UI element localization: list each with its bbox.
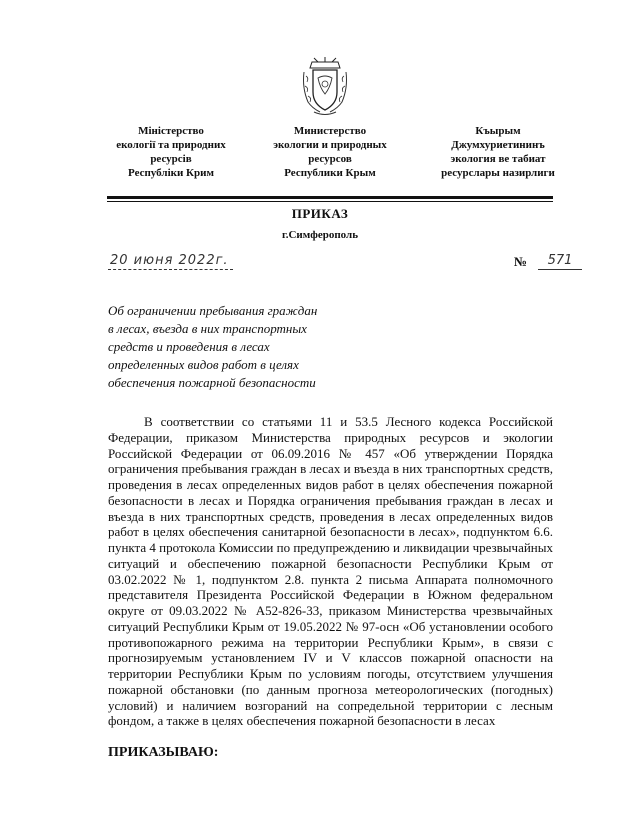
order-operative-word: ПРИКАЗЫВАЮ:: [108, 745, 219, 760]
header-line: ресурсов: [308, 153, 352, 165]
paragraph-line: пожарной обстановки (по данным прогноза метеорологических (погодных): [108, 681, 553, 697]
number-label: №: [514, 254, 528, 269]
paragraph-line: В соответствии со статьями 11 и 53.5 Лесного кодекса Российской: [144, 414, 553, 429]
paragraph-line: Российской Федерации от 06.09.2016 № 457 «Об утверждении Порядка: [108, 445, 553, 461]
header-line: Джумхуриетининъ: [451, 139, 545, 151]
paragraph-line: противопожарного режима на территории Республики Крым», в связи с: [108, 634, 553, 650]
paragraph-line: пункта 4 протокола Комиссии по предупреждению и ликвидации чрезвычайных: [108, 540, 553, 555]
header-divider-thin: [107, 201, 553, 202]
paragraph-line: безопасности в лесах и Порядка ограничения пребывания граждан в лесах и: [108, 492, 553, 508]
city: г.Симферополь: [281, 229, 359, 241]
paragraph-line: Федерации, приказом Министерства природных ресурсов и экологии: [108, 429, 553, 445]
header-line: Республіки Крим: [128, 167, 214, 179]
paragraph-line: ситуаций и обеспечению пожарной безопасности Республики Крым от: [108, 555, 553, 571]
document-title: ПРИКАЗ: [291, 206, 349, 221]
header-line: ресурсів: [150, 153, 192, 165]
subject-line: средств и проведения в лесах: [108, 339, 270, 354]
paragraph-line: въезда в них транспортных средств, проведения в лесах определенных видов: [108, 508, 553, 524]
paragraph-line: округе от 09.03.2022 № А52-826-33, приказом Министерства чрезвычайных: [108, 603, 553, 618]
subject-line: определенных видов работ в целях: [108, 357, 299, 372]
subject-line: Об ограничении пребывания граждан: [108, 303, 318, 318]
header-line: екології та природних: [116, 139, 226, 151]
header-line: Республики Крым: [284, 167, 376, 179]
paragraph-line: ситуаций Республики Крым от 19.05.2022 № 97-осн «Об установлении особого: [108, 618, 553, 634]
paragraph-line: представителя Президента Российской Федерации в Южном федеральном: [108, 587, 553, 603]
coat-of-arms-icon: [300, 56, 350, 118]
subject-line: обеспечения пожарной безопасности: [108, 375, 316, 390]
paragraph-line: ограничения пребывания граждан в лесах и въезда в них транспортных средств,: [108, 461, 553, 477]
header-crimean-tatar: [413, 124, 583, 180]
paragraph-line: проведения в лесах определенных видов работ в целях обеспечения пожарной: [108, 477, 553, 492]
paragraph-line: 03.02.2022 № 1, подпунктом 2.8. пункта 2 письма Аппарата полномочного: [108, 571, 553, 587]
paragraph-line: территории Республики Крым по условиям погоды, отсутствием улучшения: [108, 666, 553, 681]
header-line: Министерство: [293, 125, 367, 137]
header-divider-thick: [107, 196, 553, 199]
paragraph-line: фондом, а также в целях обеспечения пожарной безопасности в лесах: [108, 713, 496, 729]
header-line: экология ве табиат: [450, 153, 546, 165]
header-line: Міністерство: [138, 125, 204, 137]
header-line: ресурслары назирлиги: [441, 167, 555, 179]
order-subject: [108, 302, 317, 392]
header-russian: [245, 124, 415, 180]
header-ukrainian: [86, 124, 256, 180]
header-line: экологии и природных: [273, 139, 387, 151]
subject-line: в лесах, въезда в них транспортных: [108, 321, 307, 336]
handwritten-number: 571: [538, 253, 582, 270]
header-line: Къырым: [475, 125, 521, 137]
paragraph-line: условий) и наличием возгораний на сопредельной территории с лесным: [108, 697, 553, 713]
preamble-paragraph: [108, 414, 553, 729]
handwritten-date: 20 июня 2022г.: [108, 253, 233, 270]
paragraph-line: прогнозируемым установлением IV и V классов пожарной опасности на: [108, 650, 553, 666]
paragraph-line: работ в целях обеспечения санитарной безопасности в лесах», подпунктом 6.6.: [108, 524, 553, 540]
